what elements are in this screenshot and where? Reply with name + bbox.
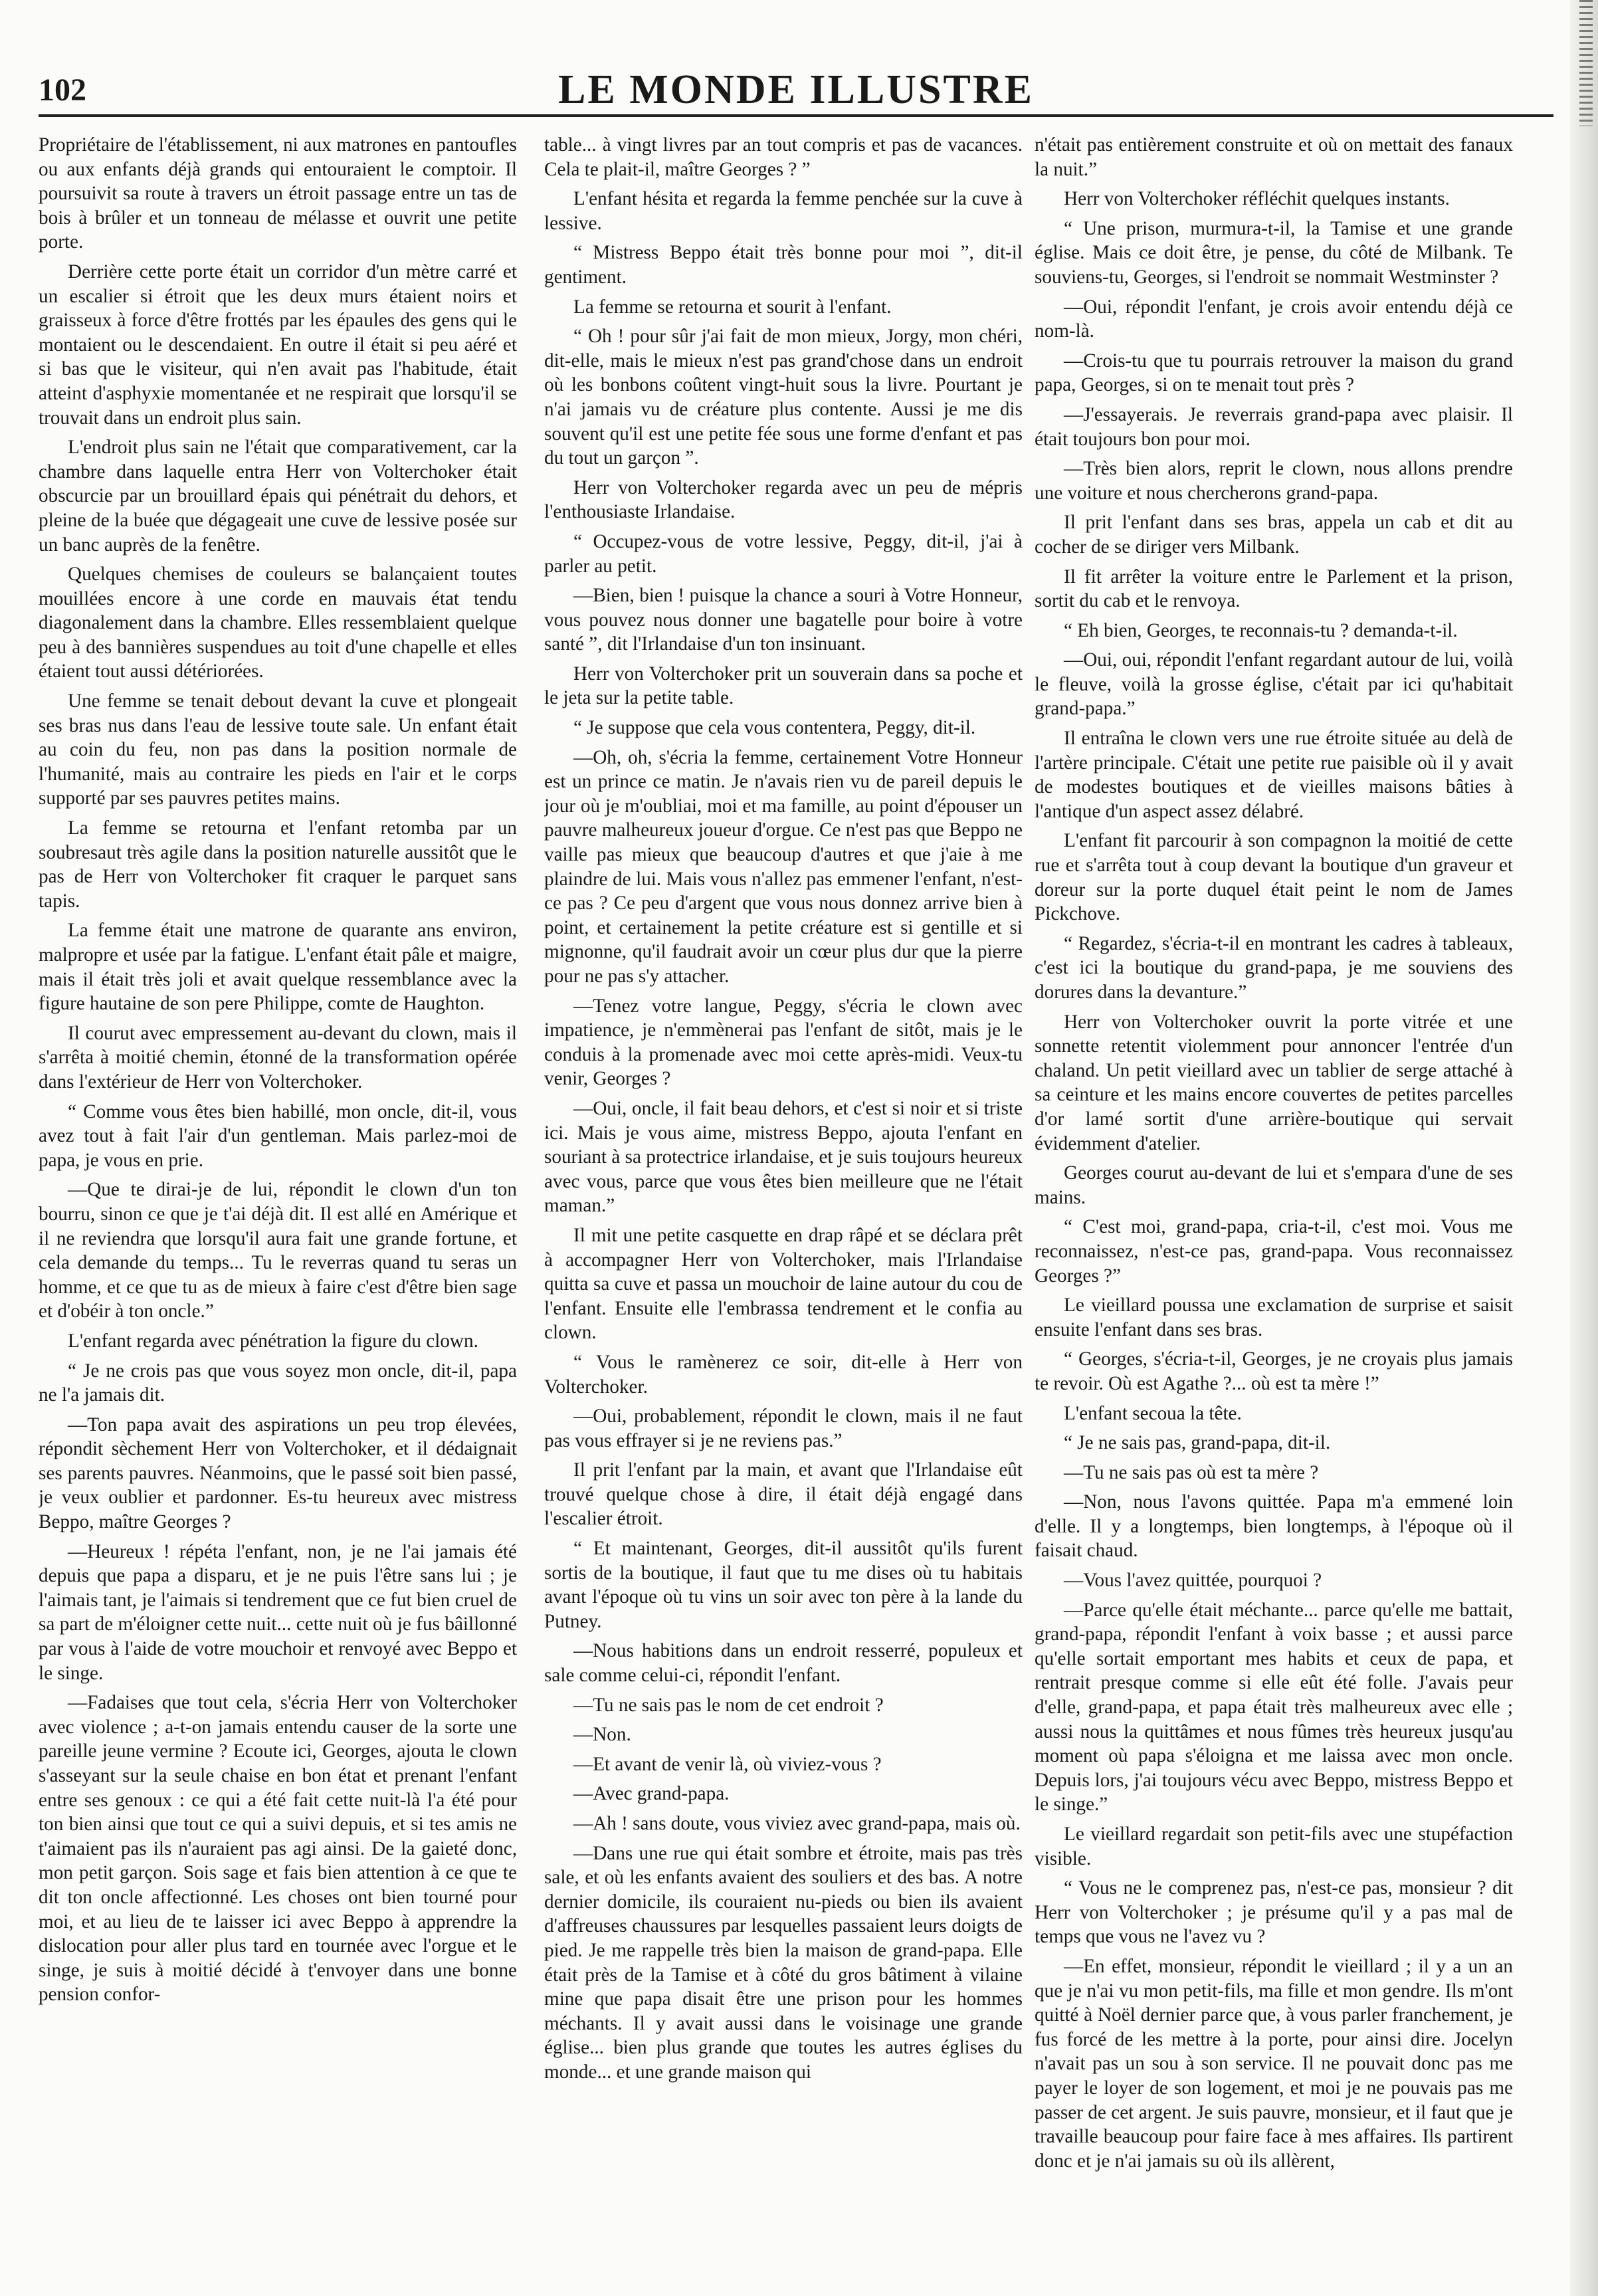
paragraph: —Non, nous l'avons quittée. Papa m'a emmené loin d'elle. Il y a longtemps, bien longtemps, à l'époque où il faisait chaud. bbox=[1035, 1491, 1513, 1562]
paragraph: n'était pas entièrement construite et où on mettait des fanaux la nuit.” bbox=[1035, 134, 1513, 180]
paragraph: —Ton papa avait des aspirations un peu trop élevées, répondit sèchement Herr von Volterchoker, et il dédaignait ses parents pauvres. Néanmoins, que le passé soit bien passé, je veux oublier et pardonner. Es-tu heureux avec mistress Beppo, maître Georges ? bbox=[39, 1413, 517, 1533]
paragraph: Herr von Volterchoker réfléchit quelques instants. bbox=[1064, 188, 1450, 210]
paragraph: —Oh, oh, s'écria la femme, certainement Votre Honneur est un prince ce matin. Je n'avais rien vu de pareil depuis le jour où je m'oubliai, moi et ma famille, au point d'épouser un pauvre malheureux joueur d'orgue. Ce n'est pas que Beppo ne vaille pas mieux que beaucoup d'autres et que j'aie à me plaindre de lui. Mais vous n'allez pas emmener l'enfant, n'est-ce pas ? Ce peu d'argent que vous nous donnez arrive bien à point, et certainement la petite créature est si gentille et si mignonne, qu'il faudrait avoir un cœur plus dur que la pierre pour ne pas s'y attacher. bbox=[544, 746, 1023, 987]
paragraph: “ Vous le ramènerez ce soir, dit-elle à Herr von Volterchoker. bbox=[544, 1351, 1023, 1398]
paragraph: Herr von Volterchoker ouvrit la porte vitrée et une sonnette retentit violemment pour annoncer l'entrée d'un chaland. Un petit vieillard avec un tablier de serge attaché à sa ceinture et les mains encore couvertes de petites parcelles d'or lamé sortit d'une arrière-boutique qui servait évidemment d'atelier. bbox=[1035, 1011, 1513, 1154]
paragraph: Quelques chemises de couleurs se balançaient toutes mouillées encore à une corde en mauvais état tendu diagonalement dans la chambre. Elles ressemblaient quelque peu à des bannières suspendues au toit d'une chapelle et elles étaient tout aussi détériorées. bbox=[39, 564, 517, 682]
paragraph: —Vous l'avez quittée, pourquoi ? bbox=[1064, 1570, 1322, 1592]
paragraph: —En effet, monsieur, répondit le vieillard ; il y a un an que je n'ai vu mon petit-fils, ma fille et mon gendre. Ils m'ont quitté à Noël dernier parce que, à vous parler franchement, je fus forcé de les mettre à la porte, pour ainsi dire. Jocelyn n'avait pas un sou à son service. Il ne pouvait donc pas me payer le loyer de son logement, et moi je ne pouvais pas me passer de cet argent. Je suis pauvre, monsieur, et il faut que je travaille beaucoup pour faire face à mes affaires. Ils partirent donc et je n'ai jamais su où ils allèrent, bbox=[1035, 1955, 1513, 2172]
paragraph: “ Une prison, murmura-t-il, la Tamise et une grande église. Mais ce doit être, je pense, du côté de Milbank. Te souviens-tu, Georges, si l'endroit se nommait Westminster ? bbox=[1035, 217, 1513, 288]
paragraph: “ Et maintenant, Georges, dit-il aussitôt qu'ils furent sortis de la boutique, il faut que tu me dises où tu habitais avant l'époque où tu vins un soir avec ton père à la lande du Putney. bbox=[544, 1538, 1023, 1632]
paragraph: L'enfant regarda avec pénétration la figure du clown. bbox=[68, 1330, 478, 1352]
paragraph: —Tu ne sais pas où est ta mère ? bbox=[1064, 1461, 1319, 1483]
paragraph: —Dans une rue qui était sombre et étroite, mais pas très sale, et où les enfants avaient des souliers et des bas. A notre dernier domicile, ils couraient nu-pieds ou bien ils avaient d'affreuses chaussures par lesquelles passaient leurs doigts de pied. Je me rappelle très bien la maison de grand-papa. Elle était près de la Tamise et à côté du gros bâtiment à vilaine mine que papa disait être une prison pour les hommes méchants. Il y avait aussi dans le voisinage une grande église... bien plus grande que toutes les autres églises du monde... et une grande maison qui bbox=[544, 1842, 1023, 2083]
paragraph: “ Regardez, s'écria-t-il en montrant les cadres à tableaux, c'est ici la boutique du grand-papa, je me souviens des dorures dans la devanture.” bbox=[1035, 932, 1513, 1003]
paragraph: “ Mistress Beppo était très bonne pour moi ”, dit-il gentiment. bbox=[544, 242, 1023, 288]
paragraph: L'enfant secoua la tête. bbox=[1064, 1402, 1242, 1424]
binding-mark bbox=[1579, 0, 1593, 126]
paragraph: Il prit l'enfant dans ses bras, appela un cab et dit au cocher de se diriger vers Milbank. bbox=[1035, 512, 1513, 558]
paragraph: L'endroit plus sain ne l'était que comparativement, car la chambre dans laquelle entra Herr von Volterchoker était obscurcie par un brouillard épais qui pénétrait du dehors, et pleine de la buée que dégageait une cuve de lessive posée sur un banc auprès de la fenêtre. bbox=[39, 437, 517, 556]
paragraph: Il entraîna le clown vers une rue étroite située au delà de l'artère principale. C'était une petite rue paisible où il y avait de modestes boutiques et de vieilles maisons bâties à l'antique d'un aspect assez délabré. bbox=[1035, 728, 1513, 822]
page-number: 102 bbox=[39, 72, 86, 108]
paragraph: “ Eh bien, Georges, te reconnais-tu ? demanda-t-il. bbox=[1064, 619, 1458, 641]
paragraph: —J'essayerais. Je reverrais grand-papa avec plaisir. Il était toujours bon pour moi. bbox=[1035, 403, 1513, 450]
paragraph: “ Je ne sais pas, grand-papa, dit-il. bbox=[1064, 1432, 1331, 1454]
text-column-3 bbox=[1035, 133, 1513, 2246]
paragraph: “ Oh ! pour sûr j'ai fait de mon mieux, Jorgy, mon chéri, dit-elle, mais le mieux n'est pas grand'chose dans un endroit où les bonbons coûtent vingt-huit sous la livre. Pourtant je n'ai jamais vu de créature plus contente. Aussi je me dis souvent qu'il est une petite fée sous une forme d'enfant et pas du tout un garçon ”. bbox=[544, 326, 1023, 469]
paragraph: L'enfant fit parcourir à son compagnon la moitié de cette rue et s'arrêta tout à coup devant la boutique d'un graveur et doreur sur la porte duquel était peint le nom de James Pickchove. bbox=[1035, 830, 1513, 925]
paragraph: —Ah ! sans doute, vous viviez avec grand-papa, mais où. bbox=[573, 1813, 1021, 1834]
paragraph: Propriétaire de l'établissement, ni aux matrones en pantoufles ou aux enfants déjà grands qui entouraient le comptoir. Il poursuivit sa route à travers un étroit passage entre un tas de bois à brûler et un tonneau de mélasse et ouvrit une petite porte. bbox=[39, 134, 517, 253]
paragraph: —Oui, oncle, il fait beau dehors, et c'est si noir et si triste ici. Mais je vous aime, mistress Beppo, ajouta l'enfant en souriant à sa protectrice irlandaise, et je suis toujours heureux avec vous, parce que vous êtes bien meilleure que ne l'était maman.” bbox=[544, 1097, 1023, 1217]
paragraph: “ Je ne crois pas que vous soyez mon oncle, dit-il, papa ne l'a jamais dit. bbox=[39, 1360, 517, 1406]
paragraph: —Crois-tu que tu pourrais retrouver la maison du grand papa, Georges, si on te menait tout près ? bbox=[1035, 350, 1513, 396]
paragraph: Il fit arrêter la voiture entre le Parlement et la prison, sortit du cab et le renvoya. bbox=[1035, 566, 1513, 612]
paragraph: Il prit l'enfant par la main, et avant que l'Irlandaise eût trouvé quelque chose à dire, il était déjà engagé dans l'escalier étroit. bbox=[544, 1459, 1023, 1530]
paragraph: Il mit une petite casquette en drap râpé et se déclara prêt à accompagner Herr von Volterchoker, mais l'Irlandaise quitta sa cuve et passa un mouchoir de laine autour du cou de l'enfant. Ensuite elle l'embrassa tendrement et le confia au clown. bbox=[544, 1224, 1023, 1344]
paragraph: “ Je suppose que cela vous contentera, Peggy, dit-il. bbox=[573, 717, 976, 739]
paragraph: —Que te dirai-je de lui, répondit le clown d'un ton bourru, sinon ce que je t'ai déjà dit. Il est allé en Amérique et il ne reviendra que lorsqu'il aura fait une grande fortune, et cela demande du temps... Tu le reverras quand tu seras un homme, et ce que tu as de mieux à faire c'est d'être bien sage et d'obéir à ton oncle.” bbox=[39, 1179, 517, 1322]
paragraph: “ Georges, s'écria-t-il, Georges, je ne croyais plus jamais te revoir. Où est Agathe ?... où est ta mère !” bbox=[1035, 1348, 1513, 1394]
paragraph: —Avec grand-papa. bbox=[573, 1783, 730, 1805]
paragraph: “ C'est moi, grand-papa, cria-t-il, c'est moi. Vous me reconnaissez, n'est-ce pas, grand-papa. Vous reconnaissez Georges ?” bbox=[1035, 1216, 1513, 1287]
paragraph: Georges courut au-devant de lui et s'empara d'une de ses mains. bbox=[1035, 1162, 1513, 1208]
paragraph: Il courut avec empressement au-devant du clown, mais il s'arrêta à moitié chemin, étonné de la transformation opérée dans l'extérieur de Herr von Volterchoker. bbox=[39, 1022, 517, 1093]
paragraph: Derrière cette porte était un corridor d'un mètre carré et un escalier si étroit que les deux murs étaient noirs et graisseux à force d'être frottés par les épaules des gens qui le montaient ou le descendaient. En outre il était si peu aéré et si bas que le visiteur, qui n'en avait pas l'habitude, était atteint d'asphyxie momentanée et ne respirait que lorsqu'il se trouvait dans un endroit plus sain. bbox=[39, 261, 517, 429]
paragraph: La femme se retourna et l'enfant retomba par un soubresaut très agile dans la position naturelle aussitôt que le pas de Herr von Volterchoker fit craquer le parquet sans tapis. bbox=[39, 817, 517, 912]
paragraph: Herr von Volterchoker regarda avec un peu de mépris l'enthousiaste Irlandaise. bbox=[544, 476, 1023, 523]
paragraph: table... à vingt livres par an tout compris et pas de vacances. Cela te plait-il, maître Georges ? ” bbox=[544, 134, 1023, 180]
paragraph: —Bien, bien ! puisque la chance a souri à Votre Honneur, vous pouvez nous donner une bagatelle pour boire à votre santé ”, dit l'Irlandaise d'un ton insinuant. bbox=[544, 585, 1023, 655]
paragraph: —Tenez votre langue, Peggy, s'écria le clown avec impatience, je n'emmènerai pas l'enfant de sitôt, mais je le conduis à la promenade avec moi cette après-midi. Veux-tu venir, Georges ? bbox=[544, 995, 1023, 1090]
paragraph: —Tu ne sais pas le nom de cet endroit ? bbox=[573, 1694, 884, 1716]
paragraph: —Et avant de venir là, où viviez-vous ? bbox=[573, 1753, 882, 1775]
paragraph: La femme était une matrone de quarante ans environ, malpropre et usée par la fatigue. L'enfant était pâle et maigre, mais il était très joli et avait quelque ressemblance avec la figure hautaine de son pere Philippe, comte de Haughton. bbox=[39, 920, 517, 1015]
paragraph: “ Comme vous êtes bien habillé, mon oncle, dit-il, vous avez tout à fait l'air d'un gentleman. Mais parlez-moi de papa, je vous en prie. bbox=[39, 1100, 517, 1171]
masthead-title: LE MONDE ILLUSTRE bbox=[558, 67, 1034, 112]
paragraph: Herr von Volterchoker prit un souverain dans sa poche et le jeta sur la petite table. bbox=[544, 663, 1023, 709]
paragraph: L'enfant hésita et regarda la femme penchée sur la cuve à lessive. bbox=[544, 188, 1023, 234]
paragraph: —Heureux ! répéta l'enfant, non, je ne l'ai jamais été depuis que papa a disparu, et je ne puis l'être sans lui ; je l'aimais tant, je l'aimais si tendrement que ce fut bien cruel de sa part de m'éloigner cette nuit... cette nuit où je fus bâillonné par vous à l'aide de votre mouchoir et renvoyé avec Beppo et le singe. bbox=[39, 1540, 517, 1684]
paragraph: Une femme se tenait debout devant la cuve et plongeait ses bras nus dans l'eau de lessive toute sale. Un enfant était au coin du feu, non pas dans la position normale de l'humanité, mais au contraire les pieds en l'air et le corps supporté par ses pauvres petites mains. bbox=[39, 690, 517, 809]
paragraph: —Oui, oui, répondit l'enfant regardant autour de lui, voilà le fleuve, voilà la grosse église, c'était par ici qu'habitait grand-papa.” bbox=[1035, 649, 1513, 720]
text-column-1 bbox=[39, 133, 517, 2246]
paragraph: —Oui, probablement, répondit le clown, mais il ne faut pas vous effrayer si je ne reviens pas.” bbox=[544, 1406, 1023, 1451]
paragraph: —Parce qu'elle était méchante... parce qu'elle me battait, grand-papa, répondit l'enfant à voix basse ; et aussi parce qu'elle sortait emportant mes habits et ceux de papa, et rentrait presque comme si elle eût été folle. J'avais peur d'elle, grand-papa, et papa était très malheureux avec elle ; aussi nous la quittâmes et nous fûmes très heureux jusqu'au moment où papa s'éloigna et me laissa avec mon oncle. Depuis lors, j'ai toujours vécu avec Beppo, mistress Beppo et le singe.” bbox=[1035, 1599, 1513, 1816]
paragraph: —Non. bbox=[573, 1724, 631, 1746]
page-header bbox=[39, 67, 1553, 118]
paragraph: “ Occupez-vous de votre lessive, Peggy, dit-il, j'ai à parler au petit. bbox=[544, 530, 1023, 577]
paragraph: “ Vous ne le comprenez pas, n'est-ce pas, monsieur ? dit Herr von Volterchoker ; je présume qu'il y a pas mal de temps que vous ne l'avez vu ? bbox=[1035, 1877, 1513, 1948]
paragraph: —Très bien alors, reprit le clown, nous allons prendre une voiture et nous chercherons grand-papa. bbox=[1035, 458, 1513, 504]
paragraph: —Oui, répondit l'enfant, je crois avoir entendu déjà ce nom-là. bbox=[1035, 296, 1513, 342]
header-rule bbox=[39, 114, 1553, 117]
paragraph: —Nous habitions dans un endroit resserré, populeux et sale comme celui-ci, répondit l'enfant. bbox=[544, 1640, 1023, 1687]
paragraph: Le vieillard regardait son petit-fils avec une stupéfaction visible. bbox=[1035, 1824, 1513, 1869]
paragraph: —Fadaises que tout cela, s'écria Herr von Volterchoker avec violence ; a-t-on jamais entendu causer de la sorte une pareille jeune vermine ? Ecoute ici, Georges, ajouta le clown s'asseyant sur la seule chaise en bon état et prenant l'enfant entre ses genoux : ce qui a été fait cette nuit-là l'a été pour ton bien ainsi que tout ce qui a suivi depuis, et si tes amis ne t'aimaient pas ils n'auraient pas agi ainsi. De la gaieté donc, mon petit garçon. Sois sage et fais bien attention à ce que te dit ton oncle affectionné. Les choses ont bien tourné pour moi, et au lieu de te laisser ici avec Beppo à apprendre la dislocation pour aller plus tard en tournée avec l'orgue et le singe, je suis à moitié décidé à t'envoyer dans une bonne pension confor- bbox=[39, 1692, 517, 2006]
page-edge bbox=[1570, 0, 1598, 2296]
text-column-2 bbox=[544, 133, 1023, 2246]
paragraph: Le vieillard poussa une exclamation de surprise et saisit ensuite l'enfant dans ses bras. bbox=[1035, 1295, 1513, 1340]
paragraph: La femme se retourna et sourit à l'enfant. bbox=[573, 296, 892, 318]
